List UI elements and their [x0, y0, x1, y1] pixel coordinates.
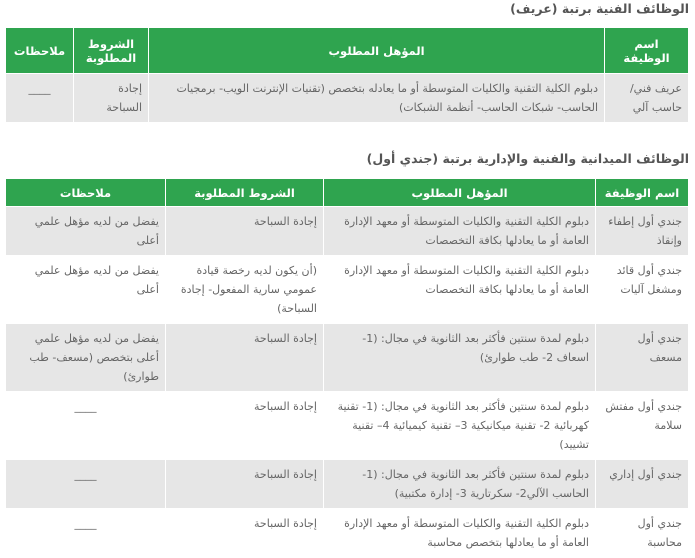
cell-notes: ____	[6, 509, 166, 558]
cell-qualification: دبلوم لمدة سنتين فأكثر بعد الثانوية في مجال: (1- اسعاف 2- طب طوارئ)	[324, 324, 596, 392]
table-header-row	[6, 28, 689, 74]
cell-conditions: (أن يكون لديه رخصة قيادة عمومي سارية المفعول- إجادة السباحة)	[166, 256, 324, 324]
cell-job-name: جندي أول مسعف	[596, 324, 689, 392]
cell-qualification: دبلوم لمدة سنتين فأكثر بعد الثانوية في مجال: (1- تقنية كهربائية 2- تقنية ميكانيكية 3– تقنية كيميائية 4– تقنية تشييد)	[324, 392, 596, 460]
header-qualification: المؤهل المطلوب	[149, 28, 605, 74]
first-soldier-jobs-table	[5, 178, 689, 558]
cell-job-name: جندي أول مفتش سلامة	[596, 392, 689, 460]
table-row	[6, 324, 689, 392]
table-row	[6, 460, 689, 509]
cell-job-name: عريف فني/ حاسب آلي	[605, 74, 689, 123]
table-row	[6, 509, 689, 558]
corporal-jobs-table	[5, 27, 689, 123]
cell-notes: يفضل من لديه مؤهل علمي أعلى بتخصص (مسعف- طب طوارئ)	[6, 324, 166, 392]
header-conditions: الشروط المطلوبة	[74, 28, 149, 74]
header-qualification: المؤهل المطلوب	[324, 179, 596, 207]
header-conditions: الشروط المطلوبة	[166, 179, 324, 207]
cell-conditions: إجادة السباحة	[74, 74, 149, 123]
cell-conditions: إجادة السباحة	[166, 324, 324, 392]
cell-qualification: دبلوم الكلية التقنية والكليات المتوسطة أو معهد الإدارة العامة أو ما يعادلها بكافة التخصصات	[324, 256, 596, 324]
cell-qualification: دبلوم لمدة سنتين فأكثر بعد الثانوية في مجال: (1- الحاسب الآلي2- سكرتارية 3- إدارة مكتبية)	[324, 460, 596, 509]
cell-job-name: جندي أول إداري	[596, 460, 689, 509]
cell-qualification: دبلوم الكلية التقنية والكليات المتوسطة أو معهد الإدارة العامة أو ما يعادلها بكافة التخصصات	[324, 207, 596, 256]
table-row	[6, 392, 689, 460]
cell-notes: ____	[6, 74, 74, 123]
section-title-corporal: الوظائف الفنية برتبة (عريف)	[510, 1, 689, 16]
cell-conditions: إجادة السباحة	[166, 460, 324, 509]
cell-notes: يفضل من لديه مؤهل علمي أعلى	[6, 256, 166, 324]
header-job-name: اسم الوظيفة	[596, 179, 689, 207]
cell-job-name: جندي أول قائد ومشغل آليات	[596, 256, 689, 324]
header-notes: ملاحظات	[6, 179, 166, 207]
cell-notes: ____	[6, 392, 166, 460]
cell-qualification: دبلوم الكلية التقنية والكليات المتوسطة أو معهد الإدارة العامة أو ما يعادلها بتخصص محاسبة	[324, 509, 596, 558]
cell-conditions: إجادة السباحة	[166, 392, 324, 460]
cell-conditions: إجادة السباحة	[166, 207, 324, 256]
cell-notes: ____	[6, 460, 166, 509]
table-row	[6, 256, 689, 324]
cell-qualification: دبلوم الكلية التقنية والكليات المتوسطة أو ما يعادله بتخصص (تقنيات الإنترنت الويب- برمجيات الحاسب- شبكات الحاسب- أنظمة الشبكات)	[149, 74, 605, 123]
table-row	[6, 74, 689, 123]
header-job-name: اسم الوظيفة	[605, 28, 689, 74]
cell-job-name: جندي أول إطفاء وإنقاذ	[596, 207, 689, 256]
cell-conditions: إجادة السباحة	[166, 509, 324, 558]
cell-job-name: جندي أول محاسبة	[596, 509, 689, 558]
cell-notes: يفضل من لديه مؤهل علمي أعلى	[6, 207, 166, 256]
table-row	[6, 207, 689, 256]
table-header-row	[6, 179, 689, 207]
header-notes: ملاحظات	[6, 28, 74, 74]
section-title-first-soldier: الوظائف الميدانية والفنية والإدارية برتبة (جندي أول)	[366, 151, 689, 166]
